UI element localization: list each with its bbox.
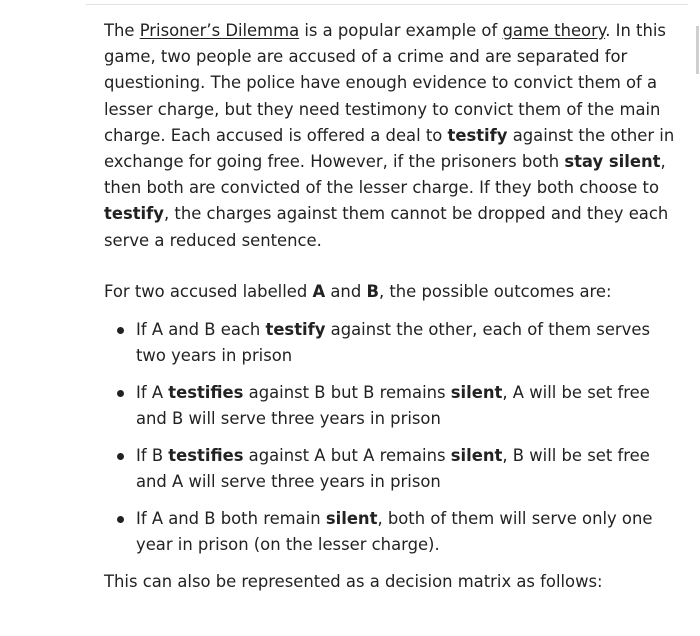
bold-term: testify — [104, 204, 164, 224]
item-text: against B but B remains — [243, 382, 451, 402]
bold-term: silent — [325, 508, 378, 528]
lead-text: and — [325, 281, 367, 301]
article-body — [104, 18, 682, 595]
bold-term: silent — [450, 382, 503, 402]
bold-term: testify — [265, 320, 326, 340]
closing-paragraph: This can also be represented as a decision matrix as follows: — [104, 571, 603, 591]
item-text: , both of them will serve only one year in prison (on the lesser charge). — [136, 508, 653, 554]
lead-text: , the possible outcomes are: — [378, 281, 612, 301]
prisoners-dilemma-link[interactable]: Prisoner’s Dilemma — [139, 21, 300, 40]
intro-text: The — [104, 21, 140, 40]
list-item — [136, 380, 682, 432]
lead-text: For two accused labelled — [104, 281, 313, 301]
item-text: against the other, each of them serves two years in prison — [136, 320, 650, 366]
item-text: If A and B both remain — [136, 508, 326, 528]
item-text: If A and B each — [136, 320, 266, 340]
list-item — [136, 506, 682, 558]
intro-text: , the charges against them cannot be dropped and they each serve a reduced sentence. — [104, 204, 669, 250]
bold-term: B — [366, 281, 379, 301]
bold-term: stay silent — [564, 152, 661, 172]
outcomes-lead-paragraph — [104, 279, 682, 305]
intro-text: is a popular example of — [299, 21, 503, 40]
list-item — [136, 443, 682, 495]
bold-term: testifies — [168, 382, 244, 402]
game-theory-link[interactable]: game theory — [502, 21, 606, 40]
bold-term: A — [312, 281, 326, 301]
top-divider — [86, 4, 688, 5]
list-item — [136, 317, 682, 369]
item-text: against A but A remains — [243, 445, 451, 465]
item-text: If B — [136, 445, 169, 465]
bold-term: silent — [450, 445, 503, 465]
intro-text: , then both are convicted of the lesser charge. If they both choose to — [104, 152, 666, 198]
intro-paragraph — [104, 18, 682, 254]
item-text: If A — [136, 382, 169, 402]
intro-text: against the other in exchange for going free. However, if the prisoners both — [104, 125, 675, 172]
scrollbar-thumb[interactable] — [696, 26, 699, 74]
intro-text: . In this game, two people are accused of a crime and are separated for questioning. The police have enough evidence to convict them of a lesser charge, but they need testimony to convict them of the main charge. Each accused is offered a deal to — [104, 21, 666, 145]
outcomes-list — [104, 317, 682, 558]
item-text: , B will be set free and A will serve three years in prison — [136, 445, 650, 492]
bold-term: testify — [447, 125, 508, 145]
item-text: , A will be set free and B will serve three years in prison — [136, 382, 650, 429]
bold-term: testifies — [168, 445, 244, 465]
